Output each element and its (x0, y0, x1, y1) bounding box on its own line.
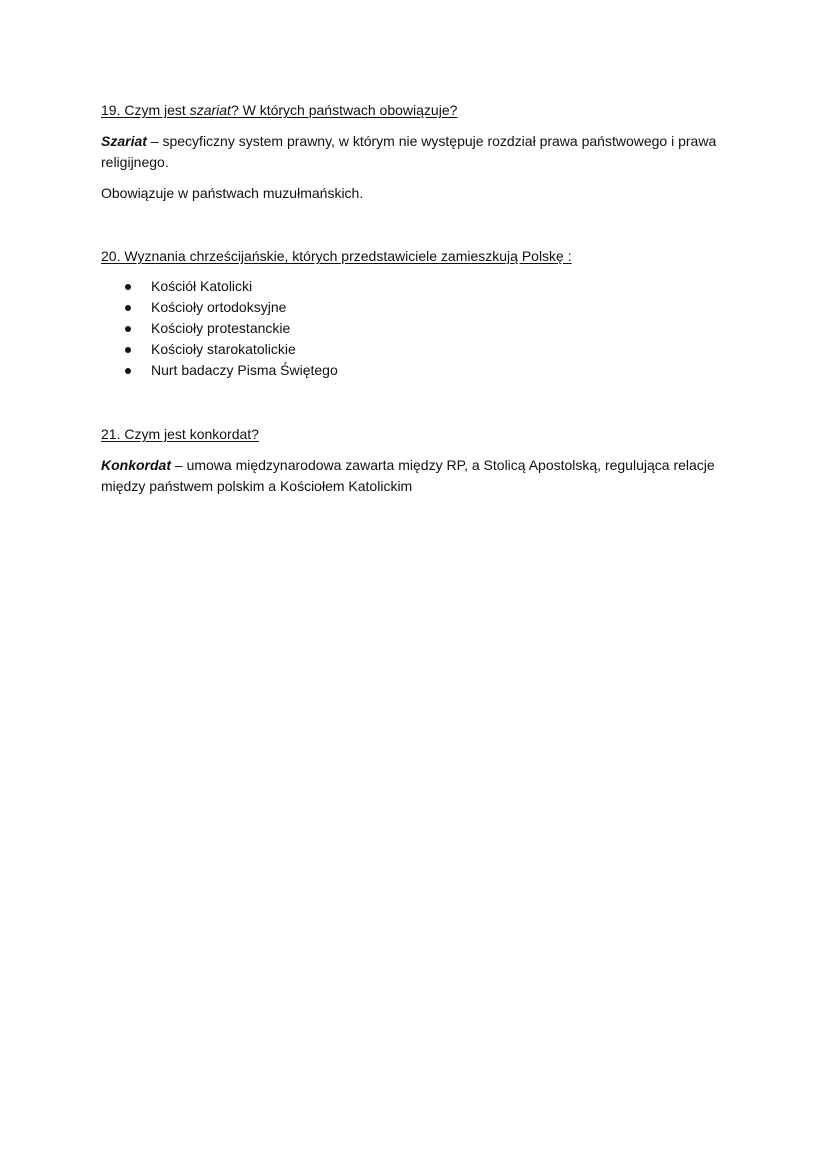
question-19-heading-term: szariat (189, 102, 231, 118)
bullet-icon (125, 368, 131, 374)
question-19-definition: – specyficzny system prawny, w którym nie występuje rozdział prawa państwowego i prawa religijnego. (101, 133, 717, 170)
list-item (101, 318, 338, 339)
question-19-extra: Obowiązuje w państwach muzułmańskich. (101, 185, 364, 201)
bullet-icon (125, 326, 131, 332)
question-20-heading: 20. Wyznania chrześcijańskie, których przedstawiciele zamieszkują Polskę : (101, 248, 572, 264)
list-item-text: Kościół Katolicki (151, 278, 253, 294)
question-19-answer (101, 131, 731, 173)
list-item-text: Kościoły protestanckie (151, 320, 291, 336)
question-19-heading-suffix: ? W których państwach obowiązuje? (230, 102, 458, 118)
list-item (101, 360, 338, 381)
list-item (101, 297, 338, 318)
question-21-answer (101, 455, 731, 497)
list-item-text: Kościoły ortodoksyjne (151, 299, 287, 315)
list-item-text: Nurt badaczy Pisma Świętego (151, 362, 338, 378)
list-item-text: Kościoły starokatolickie (151, 341, 296, 357)
bullet-icon (125, 284, 131, 290)
bullet-icon (125, 347, 131, 353)
list-item (101, 276, 338, 297)
question-19-term: Szariat (101, 133, 147, 149)
question-21-definition: – umowa międzynarodowa zawarta między RP, a Stolicą Apostolską, regulująca relacje między państwem polskim a Kościołem Katolickim (101, 457, 715, 494)
question-19-heading (101, 101, 457, 119)
list-item (101, 339, 338, 360)
question-21-heading: 21. Czym jest konkordat? (101, 426, 259, 442)
bullet-icon (125, 305, 131, 311)
question-20-list (101, 276, 338, 381)
question-21-term: Konkordat (101, 457, 171, 473)
question-19-heading-prefix: 19. Czym jest (101, 102, 190, 118)
